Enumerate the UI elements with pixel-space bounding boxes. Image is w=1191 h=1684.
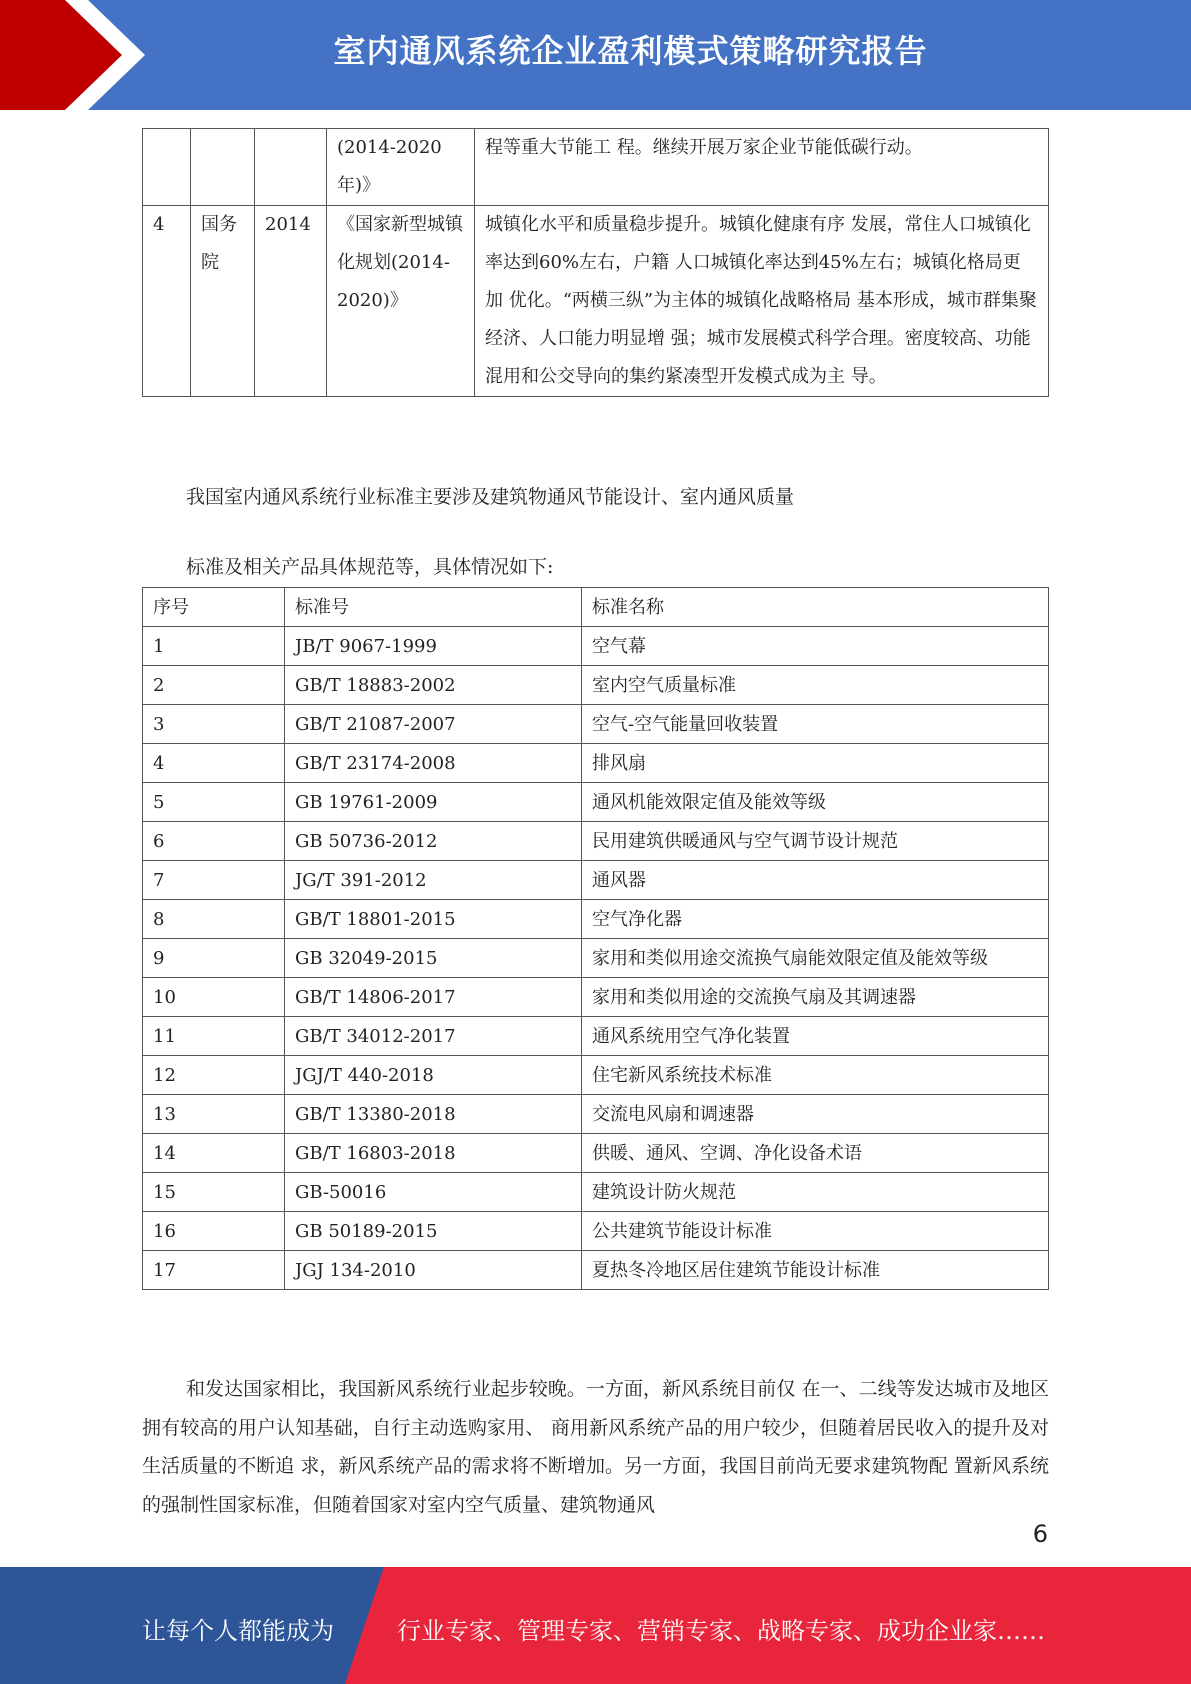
std-no: 13: [143, 1095, 285, 1134]
std-no: 序号: [143, 588, 285, 627]
table-row: [143, 900, 1049, 939]
std-no: 7: [143, 861, 285, 900]
footer-slogan-right: 行业专家、管理专家、营销专家、战略专家、成功企业家……: [397, 1617, 1045, 1645]
std-code: GB/T 14806-2017: [285, 978, 582, 1017]
std-code: GB/T 13380-2018: [285, 1095, 582, 1134]
std-code: JGJ 134-2010: [285, 1251, 582, 1290]
policy-year: 2014: [255, 206, 327, 397]
std-name: 夏热冬冷地区居住建筑节能设计标准: [582, 1251, 1049, 1290]
policy-content: 程等重大节能工 程。继续开展万家企业节能低碳行动。: [475, 129, 1049, 206]
table-row: [143, 978, 1049, 1017]
footer-slogan-left: 让每个人都能成为: [142, 1617, 334, 1645]
std-no: 5: [143, 783, 285, 822]
table-row: [143, 1095, 1049, 1134]
std-name: 公共建筑节能设计标准: [582, 1212, 1049, 1251]
policy-document: 《国家新型城镇化规划(2014-2020)》: [327, 206, 475, 397]
policy-content: 城镇化水平和质量稳步提升。城镇化健康有序 发展，常住人口城镇化率达到60%左右，户籍 人口城镇化率达到45%左右；城镇化格局更加 优化。“两横三纵”为主体的城镇化战略格局 基本形成，城市群集聚经济、人口能力明显增 强；城市发展模式科学合理。密度较高、功能 混用和公交导向的集约紧凑型开发模式成为主 导。: [475, 206, 1049, 397]
std-name: 室内空气质量标准: [582, 666, 1049, 705]
std-code: GB/T 18883-2002: [285, 666, 582, 705]
std-no: 12: [143, 1056, 285, 1095]
std-no: 6: [143, 822, 285, 861]
std-no: 16: [143, 1212, 285, 1251]
std-code: GB 32049-2015: [285, 939, 582, 978]
std-name: 通风机能效限定值及能效等级: [582, 783, 1049, 822]
std-code: GB/T 16803-2018: [285, 1134, 582, 1173]
table-row: [143, 822, 1049, 861]
table-row: [143, 939, 1049, 978]
std-code: GB/T 18801-2015: [285, 900, 582, 939]
std-no: 10: [143, 978, 285, 1017]
std-no: 1: [143, 627, 285, 666]
std-name: 空气-空气能量回收装置: [582, 705, 1049, 744]
table-row: [143, 206, 1049, 397]
table-header-row: [143, 588, 1049, 627]
page-footer: [0, 1567, 1191, 1684]
std-name: 建筑设计防火规范: [582, 1173, 1049, 1212]
table-row: [143, 783, 1049, 822]
table-row: [143, 705, 1049, 744]
table-row: [143, 1251, 1049, 1290]
std-name: 通风系统用空气净化装置: [582, 1017, 1049, 1056]
std-code: JGJ/T 440-2018: [285, 1056, 582, 1095]
policy-year: [255, 129, 327, 206]
policy-table: [142, 128, 1049, 397]
std-name: 供暖、通风、空调、净化设备术语: [582, 1134, 1049, 1173]
page-header: [0, 0, 1191, 110]
std-no: 2: [143, 666, 285, 705]
std-no: 14: [143, 1134, 285, 1173]
table-row: [143, 744, 1049, 783]
std-name: 交流电风扇和调速器: [582, 1095, 1049, 1134]
std-no: 4: [143, 744, 285, 783]
intro-line-2: 标准及相关产品具体规范等，具体情况如下:: [186, 556, 554, 578]
std-name: 空气净化器: [582, 900, 1049, 939]
std-name: 家用和类似用途交流换气扇能效限定值及能效等级: [582, 939, 1049, 978]
std-no: 17: [143, 1251, 285, 1290]
report-title: 室内通风系统企业盈利模式策略研究报告: [333, 32, 928, 70]
policy-no: 4: [143, 206, 191, 397]
intro-line-1: 我国室内通风系统行业标准主要涉及建筑物通风节能设计、室内通风质量: [186, 486, 795, 508]
table-row: [143, 1212, 1049, 1251]
std-name: 通风器: [582, 861, 1049, 900]
std-code: GB 19761-2009: [285, 783, 582, 822]
std-no: 11: [143, 1017, 285, 1056]
std-no: 3: [143, 705, 285, 744]
table-row: [143, 1056, 1049, 1095]
std-code: GB/T 23174-2008: [285, 744, 582, 783]
table-row: [143, 129, 1049, 206]
std-name: 空气幕: [582, 627, 1049, 666]
std-code: JB/T 9067-1999: [285, 627, 582, 666]
std-code: GB/T 21087-2007: [285, 705, 582, 744]
policy-issuer: [191, 129, 255, 206]
page-number: 6: [1032, 1520, 1048, 1548]
table-row: [143, 1134, 1049, 1173]
table-row: [143, 666, 1049, 705]
standards-table: [142, 587, 1049, 1290]
std-code: GB/T 34012-2017: [285, 1017, 582, 1056]
body-paragraph: 和发达国家相比，我国新风系统行业起步较晚。一方面，新风系统目前仅 在一、二线等发达城市及地区拥有较高的用户认知基础，自行主动选购家用、 商用新风系统产品的用户较少，但随着居民收入的提升及对生活质量的不断追 求，新风系统产品的需求将不断增加。另一方面，我国目前尚无要求建筑物配 置新风系统的强制性国家标准，但随着国家对室内空气质量、建筑物通风: [142, 1378, 1049, 1516]
std-name: 排风扇: [582, 744, 1049, 783]
std-code: 标准号: [285, 588, 582, 627]
std-no: 9: [143, 939, 285, 978]
table-row: [143, 861, 1049, 900]
std-code: JG/T 391-2012: [285, 861, 582, 900]
policy-no: [143, 129, 191, 206]
std-code: GB 50736-2012: [285, 822, 582, 861]
std-name: 住宅新风系统技术标准: [582, 1056, 1049, 1095]
std-no: 8: [143, 900, 285, 939]
std-name: 标准名称: [582, 588, 1049, 627]
std-name: 民用建筑供暖通风与空气调节设计规范: [582, 822, 1049, 861]
table-row: [143, 1173, 1049, 1212]
std-name: 家用和类似用途的交流换气扇及其调速器: [582, 978, 1049, 1017]
policy-document: (2014-2020年)》: [327, 129, 475, 206]
policy-issuer: 国务院: [191, 206, 255, 397]
table-row: [143, 627, 1049, 666]
std-code: GB 50189-2015: [285, 1212, 582, 1251]
std-code: GB-50016: [285, 1173, 582, 1212]
table-row: [143, 1017, 1049, 1056]
std-no: 15: [143, 1173, 285, 1212]
